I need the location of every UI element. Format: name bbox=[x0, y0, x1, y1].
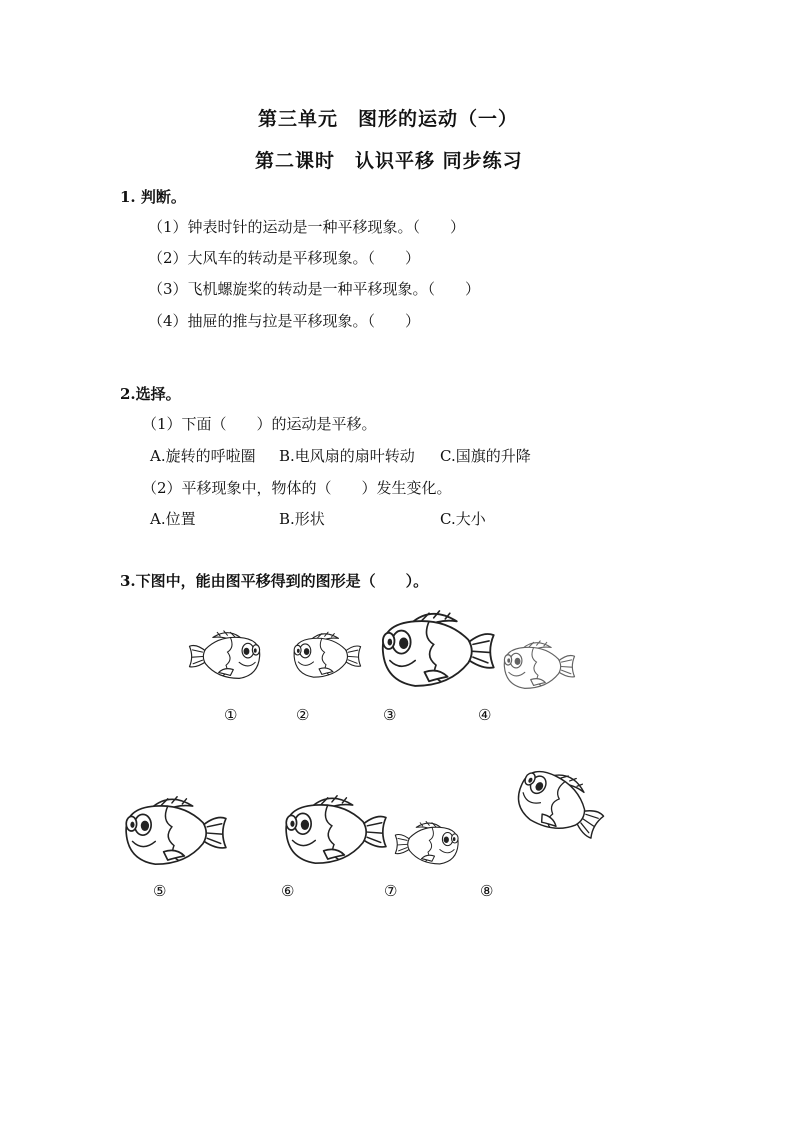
question-2-sub1-option-a: A.旋转的呼啦圈 bbox=[150, 447, 256, 465]
fish-label-2: ② bbox=[296, 706, 310, 724]
fish-2-icon bbox=[290, 622, 362, 688]
question-1-item-2: （2）大风车的转动是平移现象。（ ） bbox=[148, 249, 421, 267]
page-title: 第三单元 图形的运动（一） bbox=[258, 108, 519, 130]
fish-label-6: ⑥ bbox=[281, 882, 295, 900]
question-1-heading: 1. 判断。 bbox=[120, 188, 186, 206]
question-3-heading: 3.下图中，能由图平移得到的图形是（ ）。 bbox=[120, 572, 429, 590]
question-1-item-3: （3）飞机螺旋桨的转动是一种平移现象。（ ） bbox=[148, 280, 481, 298]
question-2-sub2-stem: （2）平移现象中，物体的（ ）发生变化。 bbox=[142, 479, 452, 497]
fish-label-4: ④ bbox=[478, 706, 492, 724]
fish-3-icon bbox=[376, 606, 496, 692]
question-2-sub1-option-c: C.国旗的升降 bbox=[440, 447, 531, 465]
fish-7-icon bbox=[394, 818, 462, 868]
fish-1-icon bbox=[188, 620, 264, 690]
question-2-sub2-option-c: C.大小 bbox=[440, 510, 486, 528]
question-2-sub1-option-b: B.电风扇的扇叶转动 bbox=[279, 447, 415, 465]
question-1-item-1: （1）钟表时针的运动是一种平移现象。（ ） bbox=[148, 218, 466, 236]
fish-6-icon bbox=[280, 790, 388, 870]
fish-4-icon bbox=[500, 638, 576, 692]
fish-8-icon bbox=[512, 760, 606, 846]
question-2-sub1-stem: （1）下面（ ）的运动是平移。 bbox=[142, 415, 377, 433]
fish-label-1: ① bbox=[224, 706, 238, 724]
question-2-sub2-option-b: B.形状 bbox=[279, 510, 325, 528]
fish-label-8: ⑧ bbox=[480, 882, 494, 900]
fish-label-7: ⑦ bbox=[384, 882, 398, 900]
page-subtitle: 第二课时 认识平移 同步练习 bbox=[255, 150, 523, 172]
fish-5-icon bbox=[120, 792, 228, 870]
question-2-sub2-option-a: A.位置 bbox=[150, 510, 196, 528]
question-1-item-4: （4）抽屉的推与拉是平移现象。（ ） bbox=[148, 312, 421, 330]
fish-label-3: ③ bbox=[383, 706, 397, 724]
fish-label-5: ⑤ bbox=[153, 882, 167, 900]
question-2-heading: 2.选择。 bbox=[120, 385, 181, 403]
